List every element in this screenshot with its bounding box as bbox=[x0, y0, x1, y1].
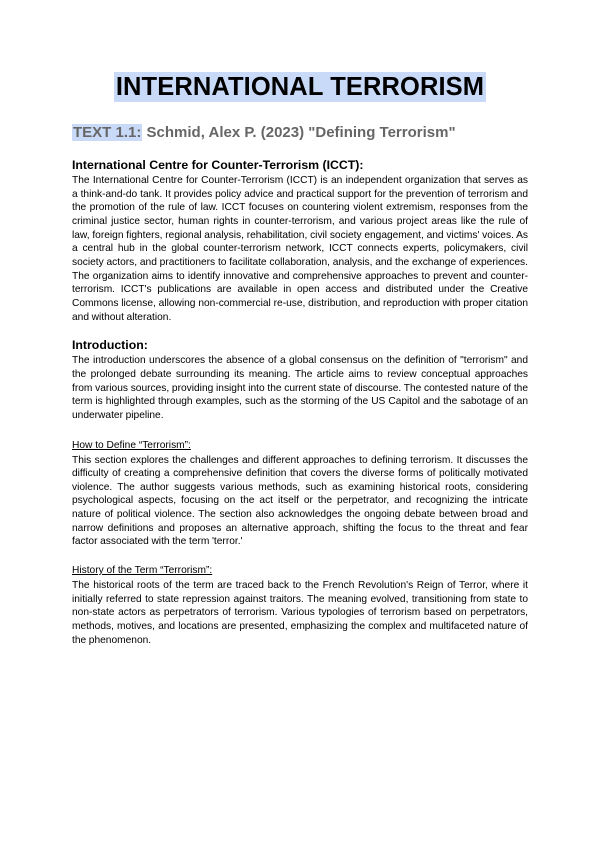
how-to-define-paragraph: This section explores the challenges and different approaches to defining terrorism. It discusses the difficulty of creating a comprehensive definition that covers the diverse forms of politically motivated violence. The author suggests various methods, such as examining historical roots, considering psychological aspects, focusing on the act itself or the perpetrator, and recognizing the intricate nature of political violence. The section also acknowledges the ongoing debate between broad and narrow definitions and proposes an alternative approach, shifting the focus to the threat and fear factor associated with the term 'terror.' bbox=[72, 454, 528, 548]
citation: Schmid, Alex P. (2023) "Defining Terrorism" bbox=[142, 124, 456, 141]
history-heading: History of the Term “Terrorism”: bbox=[72, 565, 213, 577]
introduction-paragraph: The introduction underscores the absence of a global consensus on the definition of "terrorism" and the prolonged debate surrounding its meaning. The article aims to review conceptual approaches from various sources, providing insight into the current state of discourse. The contested nature of the term is highlighted through examples, such as the storming of the US Capitol and the sabotage of an underwater pipeline. bbox=[72, 355, 528, 421]
icct-paragraph: The International Centre for Counter-Terrorism (ICCT) is an independent organization that serves as a think-and-do tank. It provides policy advice and practical support for the prevention of terrorism and the promotion of the rule of law. ICCT focuses on countering violent extremism, responses from the criminal justice sector, human rights in counter-terrorism, and various project areas like the rule of law, foreign fighters, regional analysis, rehabilitation, civil society engagement, and victims' voices. As a central hub in the global counter-terrorism network, ICCT connects experts, policymakers, civil society actors, and practitioners to facilitate collaboration, analysis, and the exchange of experiences. The organization aims to identify innovative and comprehensive approaches to prevent and counter-terrorism. ICCT's publications are available in open access and distributed under the Creative Commons license, allowing non-commercial re-use, distribution, and reproduction with proper citation and without alteration. bbox=[72, 175, 528, 323]
how-to-define-heading: How to Define “Terrorism”: bbox=[72, 439, 191, 451]
title-wrapper bbox=[72, 72, 528, 102]
history-paragraph: The historical roots of the term are traced back to the French Revolution's Reign of Terror, where it initially referred to state repression against traitors. The meaning evolved, transitioning from state to non-state actors as perpetrators of terrorism. Various typologies of terrorism based on perpetrators, methods, motives, and locations are presented, emphasizing the complex and multifaceted nature of the phenomenon. bbox=[72, 580, 528, 646]
icct-heading: International Centre for Counter-Terrorism (ICCT): bbox=[72, 158, 364, 172]
text-label: TEXT 1.1: bbox=[73, 124, 142, 141]
document-title: INTERNATIONAL TERRORISM bbox=[115, 73, 485, 101]
introduction-heading: Introduction: bbox=[72, 338, 148, 353]
text-reference bbox=[72, 124, 528, 142]
